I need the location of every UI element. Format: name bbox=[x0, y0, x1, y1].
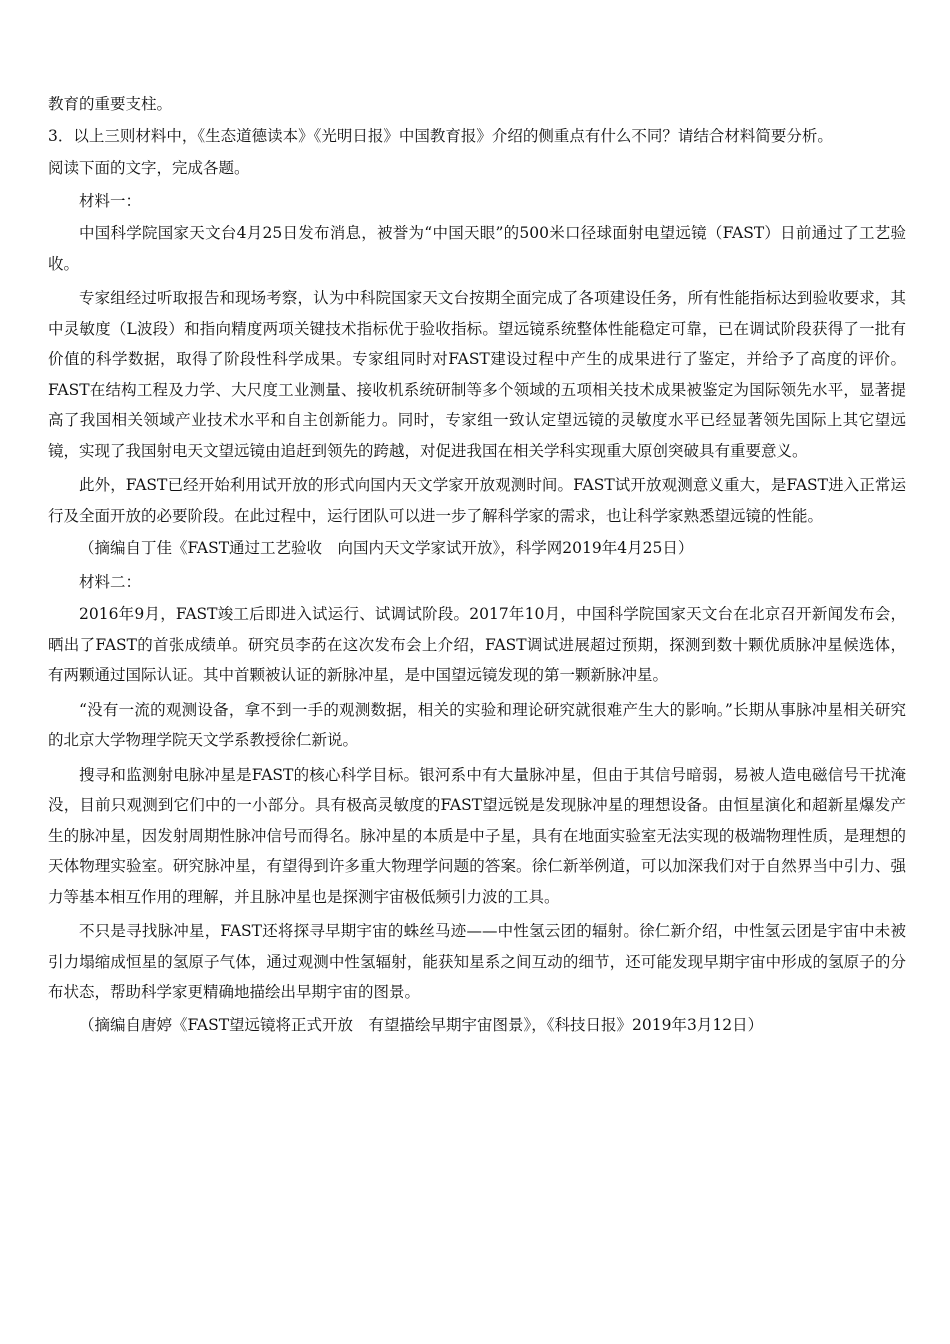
continuation-text: 教育的重要支柱。 bbox=[48, 95, 173, 113]
material-two bbox=[48, 565, 906, 1042]
material-one-paragraph: 此外，FAST已经开始利用试开放的形式向国内天文学家开放观测时间。FAST试开放观测意义重大，是FAST进入正常运行及全面开放的必要阶段。在此过程中，运行团队可以进一步了解科学家的需求，也让科学家熟悉望远镜的性能。 bbox=[48, 476, 906, 525]
material-two-source: （摘编自唐婷《FAST望远镜将正式开放 有望描绘早期宇宙图景》，《科技日报》2019年3月12日） bbox=[79, 1015, 764, 1034]
material-two-heading: 材料二： bbox=[79, 573, 142, 591]
material-one-source: （摘编自丁佳《FAST通过工艺验收 向国内天文学家试开放》，科学网2019年4月25日） bbox=[79, 539, 694, 557]
material-one-heading: 材料一： bbox=[79, 192, 142, 210]
reading-instruction: 阅读下面的文字，完成各题。 bbox=[48, 159, 250, 177]
material-one-paragraph: 专家组经过听取报告和现场考察，认为中科院国家天文台按期全面完成了各项建设任务，所有性能指标达到验收要求，其中灵敏度（L波段）和指向精度两项关键技术指标优于验收指标。望远镜系统整体性能稳定可靠，已在调试阶段获得了一批有价值的科学数据，取得了阶段性科学成果。专家组同时对FAST建设过程中产生的成果进行了鉴定，并给予了高度的评价。FAST在结构工程及力学、大尺度工业测量、接收机系统研制等多个领域的五项相关技术成果被鉴定为国际领先水平，显著提高了我国相关领域产业技术水平和自主创新能力。同时，专家组一致认定望远镜的灵敏度水平已经显著领先国际上其它望远镜，实现了我国射电天文望远镜由追赶到领先的跨越，对促进我国在相关学科实现重大原创突破具有重要意义。 bbox=[48, 289, 906, 460]
material-two-paragraph: “没有一流的观测设备，拿不到一手的观测数据，相关的实验和理论研究就很难产生大的影响。”长期从事脉冲星相关研究的北京大学物理学院天文学系教授徐仁新说。 bbox=[48, 700, 906, 749]
material-two-paragraph: 2016年9月，FAST竣工后即进入试运行、试调试阶段。2017年10月，中国科学院国家天文台在北京召开新闻发布会，晒出了FAST的首张成绩单。研究员李菂在这次发布会上介绍，FAST调试进展超过预期，探测到数十颗优质脉冲星候选体，有两颗通过国际认证。其中首颗被认证的新脉冲星，是中国望远镜发现的第一颗新脉冲星。 bbox=[48, 605, 906, 684]
material-two-paragraph: 搜寻和监测射电脉冲星是FAST的核心科学目标。银河系中有大量脉冲星，但由于其信号暗弱，易被人造电磁信号干扰淹没，目前只观测到它们中的一小部分。具有极高灵敏度的FAST望远锐是发现脉冲星的理想设备。由恒星演化和超新星爆发产生的脉冲星，因发射周期性脉冲信号而得名。脉冲星的本质是中子星，具有在地面实验室无法实现的极端物理性质，是理想的天体物理实验室。研究脉冲星，有望得到许多重大物理学问题的答案。徐仁新举例道，可以加深我们对于自然界当中引力、强力等基本相互作用的理解，并且脉冲星也是探测宇宙极低频引力波的工具。 bbox=[48, 765, 906, 906]
material-one-paragraph: 中国科学院国家天文台4月25日发布消息，被誉为“中国天眼”的500米口径球面射电望远镜（FAST）日前通过了工艺验收。 bbox=[48, 224, 906, 273]
material-one bbox=[48, 184, 906, 565]
material-two-paragraph: 不只是寻找脉冲星，FAST还将探寻早期宇宙的蛛丝马迹——中性氢云团的辐射。徐仁新介绍，中性氢云团是宇宙中未被引力塌缩成恒星的氢原子气体，通过观测中性氢辐射，能获知星系之间互动的细节，还可能发现早期宇宙中形成的氢原子的分布状态，帮助科学家更精确地描绘出早期宇宙的图景。 bbox=[48, 922, 906, 1001]
question-3: 3．以上三则材料中，《生态道德读本》《光明日报》中国教育报》介绍的侧重点有什么不同？请结合材料简要分析。 bbox=[48, 127, 833, 145]
